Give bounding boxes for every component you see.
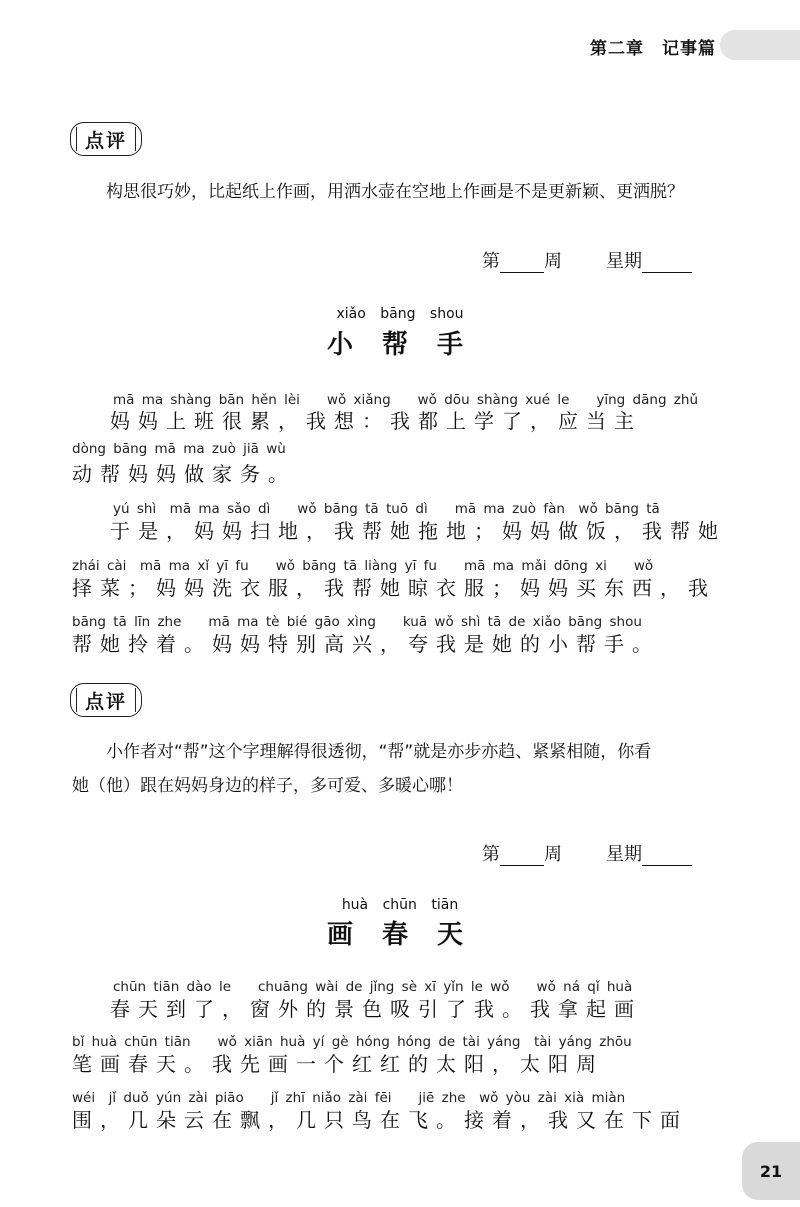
chapter-title: 第二章 记事篇: [590, 39, 716, 59]
story-title-pinyin: huà chūn tiān: [341, 897, 459, 913]
week-middle: 周: [544, 251, 562, 272]
story-title: 小 帮 手: [326, 330, 474, 360]
comment-text-line: 小作者对“帮”这个字理解得很透彻，“帮”就是亦步亦趋、紧紧相随，你看: [106, 742, 652, 762]
story-title: 画 春 天: [326, 920, 474, 950]
page-number: 21: [742, 1142, 800, 1200]
header-tab-shape: [720, 30, 800, 60]
week-middle: 周: [544, 844, 562, 865]
text-line: 帮她拎着。妈妈特别高兴，夸我是她的小帮手。: [72, 632, 660, 656]
pinyin-line: yú shì mā ma sǎo dì wǒ bāng tā tuō dì mā ma zuò fàn wǒ bāng tā: [113, 501, 660, 517]
running-header: [590, 30, 800, 60]
text-line: 于是，妈妈扫地，我帮她拖地；妈妈做饭，我帮她: [110, 519, 726, 543]
story-title-pinyin: xiǎo bāng shou: [336, 306, 464, 322]
comment-text: 构思很巧妙，比起纸上作画，用洒水壶在空地上作画是不是更新颖、更洒脱？: [106, 182, 684, 202]
week-prefix: 第: [482, 251, 500, 272]
weekday-blank: [642, 845, 692, 866]
text-line: 妈妈上班很累，我想：我都上学了，应当主: [110, 409, 642, 433]
weekday-label: 星期: [606, 251, 642, 272]
weekday-blank: [642, 252, 692, 273]
text-line: 择菜；妈妈洗衣服，我帮她晾衣服；妈妈买东西，我: [72, 576, 716, 600]
week-blank: [500, 845, 544, 866]
pinyin-line: chūn tiān dào le chuāng wài de jǐng sè xī yǐn le wǒ wǒ ná qǐ huà: [113, 979, 633, 995]
week-blank: [500, 252, 544, 273]
text-line: 笔画春天。我先画一个红红的太阳，太阳周: [72, 1052, 604, 1076]
week-line: [482, 840, 692, 866]
pinyin-line: bǐ huà chūn tiān wǒ xiān huà yí gè hóng hóng de tài yáng tài yáng zhōu: [72, 1034, 632, 1050]
weekday-label: 星期: [606, 844, 642, 865]
comment-badge: 点评: [70, 683, 142, 717]
pinyin-line: mā ma shàng bān hěn lèi wǒ xiǎng wǒ dōu shàng xué le yīng dāng zhǔ: [113, 392, 699, 408]
week-line: [482, 247, 692, 273]
text-line: 围，几朵云在飘，几只鸟在飞。接着，我又在下面: [72, 1108, 688, 1132]
text-line: 动帮妈妈做家务。: [72, 462, 296, 486]
comment-text-line: 她（他）跟在妈妈身边的样子，多可爱、多暖心哪！: [72, 776, 463, 796]
pinyin-line: wéi jǐ duǒ yún zài piāo jǐ zhī niǎo zài fēi jiē zhe wǒ yòu zài xià miàn: [72, 1090, 626, 1106]
week-prefix: 第: [482, 844, 500, 865]
text-line: 春天到了，窗外的景色吸引了我。我拿起画: [110, 997, 642, 1021]
pinyin-line: bāng tā līn zhe mā ma tè bié gāo xìng kuā wǒ shì tā de xiǎo bāng shou: [72, 614, 642, 630]
pinyin-line: zhái cài mā ma xǐ yī fu wǒ bāng tā liàng yī fu mā ma mǎi dōng xi wǒ: [72, 558, 654, 574]
pinyin-line: dòng bāng mā ma zuò jiā wù: [72, 441, 286, 457]
comment-badge: 点评: [70, 122, 142, 156]
